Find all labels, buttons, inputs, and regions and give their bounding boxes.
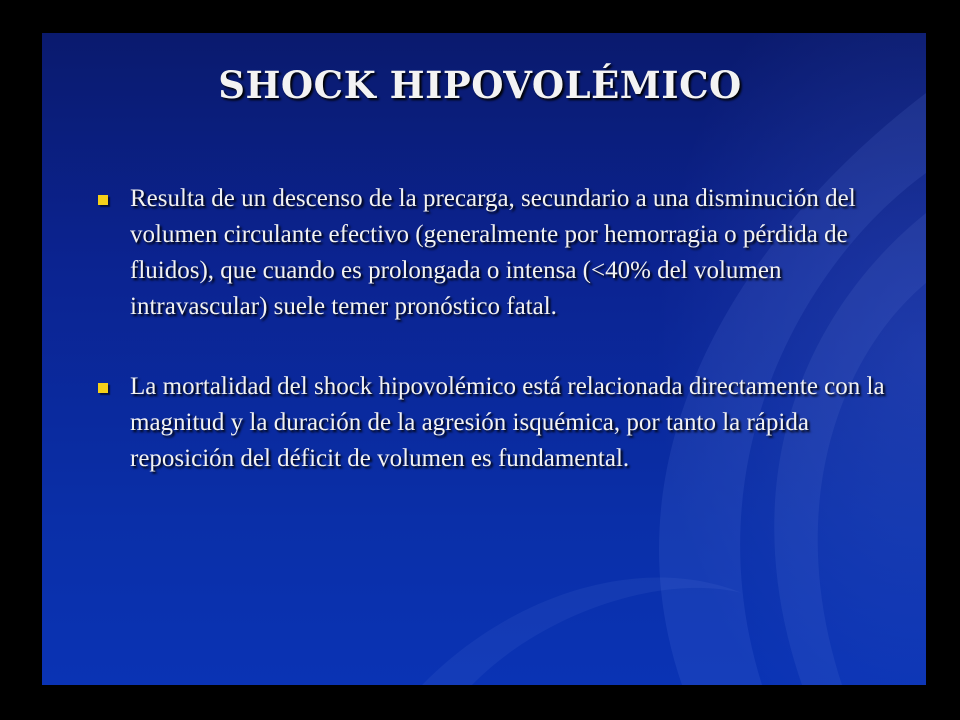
presentation-slide [42,33,926,685]
square-bullet-icon [98,195,108,205]
bullet-item-mortalidad [94,369,894,477]
bullet-text-mortalidad: La mortalidad del shock hipovolémico está relacionada directamente con la magnitud y la duración de la agresión isquémica, por tanto la rápida reposición del déficit de volumen es fundamental. [130,373,885,472]
square-bullet-icon [98,383,108,393]
slide-title: SHOCK HIPOVOLÉMICO [218,63,742,107]
bullet-text-precarga: Resulta de un descenso de la precarga, secundario a una disminución del volumen circulante efectivo (generalmente por hemorragia o pérdida de fluidos), que cuando es prolongada o intensa (<40% del volumen intravascular) suele temer pronóstico fatal. [130,185,856,320]
bullet-item-precarga [94,181,894,325]
bullet-list [94,181,894,477]
